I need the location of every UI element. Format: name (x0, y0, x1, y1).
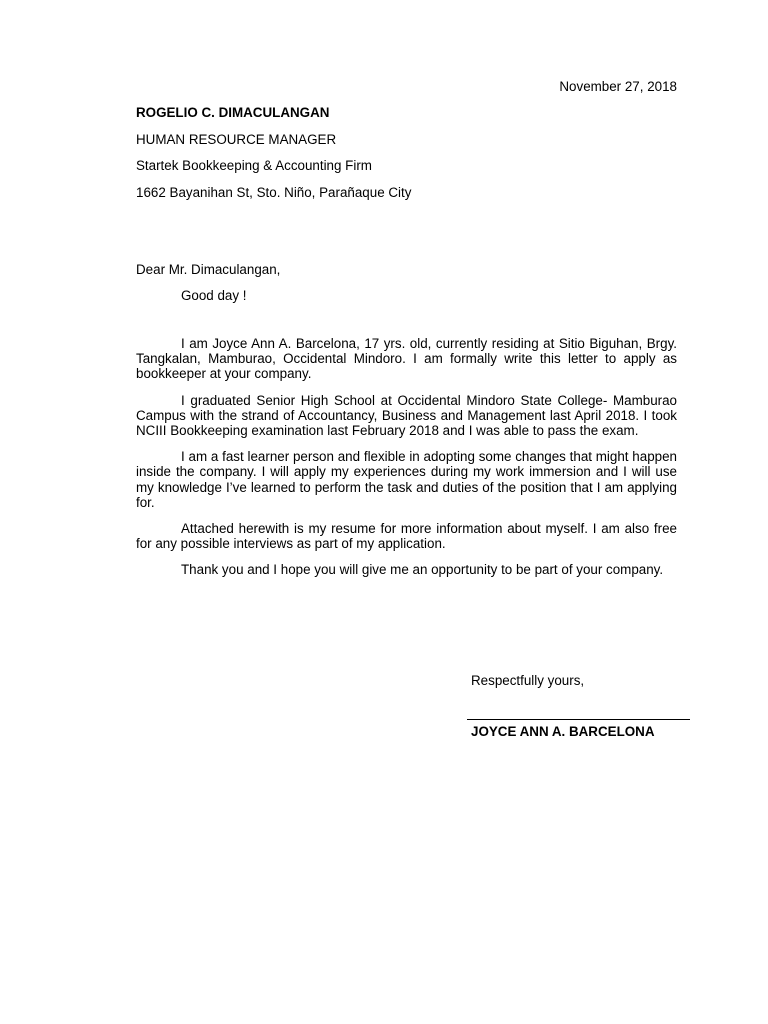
recipient-block (136, 104, 696, 210)
recipient-company: Startek Bookkeeping & Accounting Firm (136, 158, 372, 173)
signature-line (467, 719, 690, 720)
body-paragraph-5: Thank you and I hope you will give me an opportunity to be part of your company. (181, 562, 664, 578)
recipient-title: HUMAN RESOURCE MANAGER (136, 131, 337, 147)
body-paragraph-1: I am Joyce Ann A. Barcelona, 17 yrs. old, currently residing at Sitio Biguhan, Brgy. Tangkalan, Mamburao, Occidental Mindoro. I am formally write this letter to apply as bookkeeper at your company. (136, 336, 677, 382)
salutation: Dear Mr. Dimaculangan, (136, 262, 281, 277)
closing: Respectfully yours, (471, 673, 585, 688)
body-paragraph-2: I graduated Senior High School at Occidental Mindoro State College- Mamburao Campus with the strand of Accountancy, Business and Management last April 2018. I took NCIII Bookkeeping examination last February 2018 and I was able to pass the exam. (136, 392, 677, 439)
signer-name: JOYCE ANN A. BARCELONA (471, 724, 655, 739)
letter-date: November 27, 2018 (559, 79, 677, 94)
recipient-address: 1662 Bayanihan St, Sto. Niño, Parañaque City (136, 184, 412, 200)
recipient-name: ROGELIO C. DIMACULANGAN (136, 105, 330, 120)
body-paragraph-4: Attached herewith is my resume for more information about myself. I am also free for any possible interviews as part of my application. (136, 521, 677, 552)
body-paragraph-3: I am a fast learner person and flexible in adopting some changes that might happen inside the company. I will apply my experiences during my work immersion and I will use my knowledge I’ve learned to perform the task and duties of the position that I am applying for. (136, 449, 677, 510)
letter-body (136, 336, 677, 589)
greeting: Good day ! (181, 288, 247, 303)
